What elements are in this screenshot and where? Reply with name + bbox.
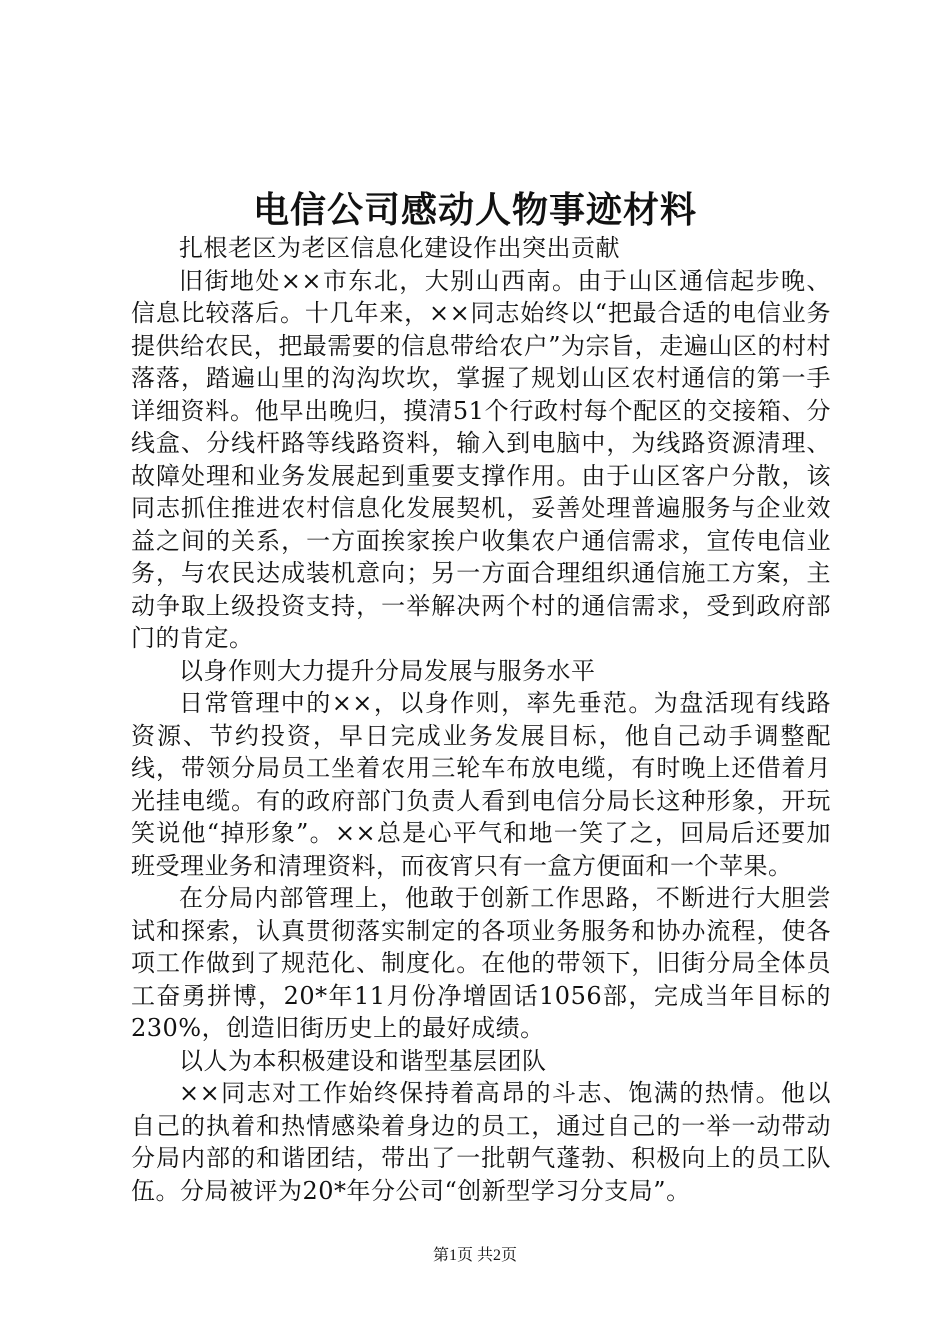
paragraph-1: 旧街地处××市东北，大别山西南。由于山区通信起步晚、信息比较落后。十几年来，××同志始终以“把最合适的电信业务提供给农民，把最需要的信息带给农户”为宗旨，走遍山区的村村落落，踏遍山里的沟沟坎坎，掌握了规划山区农村通信的第一手详细资料。他早出晚归，摸清51个行政村每个配区的交接箱、分线盒、分线杆路等线路资料，输入到电脑中，为线路资源清理、故障处理和业务发展起到重要支撑作用。由于山区客户分散，该同志抓住推进农村信息化发展契机，妥善处理普遍服务与企业效益之间的关系，一方面挨家挨户收集农户通信需求，宣传电信业务，与农民达成装机意向；另一方面合理组织通信施工方案，主动争取上级投资支持，一举解决两个村的通信需求，受到政府部门的肯定。 (131, 266, 831, 652)
paragraph-4: ××同志对工作始终保持着高昂的斗志、饱满的热情。他以自己的执着和热情感染着身边的员工，通过自己的一举一动带动分局内部的和谐团结，带出了一批朝气蓬勃、积极向上的员工队伍。分局被评为20*年分公司“创新型学习分支局”。 (131, 1079, 831, 1205)
page-footer: 第1页 共2页 (432, 1247, 517, 1264)
section-heading-3: 以人为本积极建设和谐型基层团队 (179, 1046, 547, 1075)
document-body (131, 232, 831, 1207)
document-title: 电信公司感动人物事迹材料 (252, 189, 697, 231)
section-heading-1: 扎根老区为老区信息化建设作出突出贡献 (179, 234, 620, 262)
paragraph-2: 日常管理中的××，以身作则，率先垂范。为盘活现有线路资源、节约投资，早日完成业务发展目标，他自己动手调整配线，带领分局员工坐着农用三轮车布放电缆，有时晚上还借着月光挂电缆。有的政府部门负责人看到电信分局长这种形象，开玩笑说他“掉形象”。××总是心平气和地一笑了之，回局后还要加班受理业务和清理资料，而夜宵只有一盒方便面和一个苹果。 (131, 689, 831, 880)
section-heading-2: 以身作则大力提升分局发展与服务水平 (179, 656, 596, 685)
paragraph-3: 在分局内部管理上，他敢于创新工作思路，不断进行大胆尝试和探索，认真贯彻落实制定的各项业务服务和协办流程，使各项工作做到了规范化、制度化。在他的带领下，旧街分局全体员工奋勇拼博，20*年11月份净增固话1056部，完成当年目标的230%，创造旧街历史上的最好成绩。 (131, 884, 831, 1042)
